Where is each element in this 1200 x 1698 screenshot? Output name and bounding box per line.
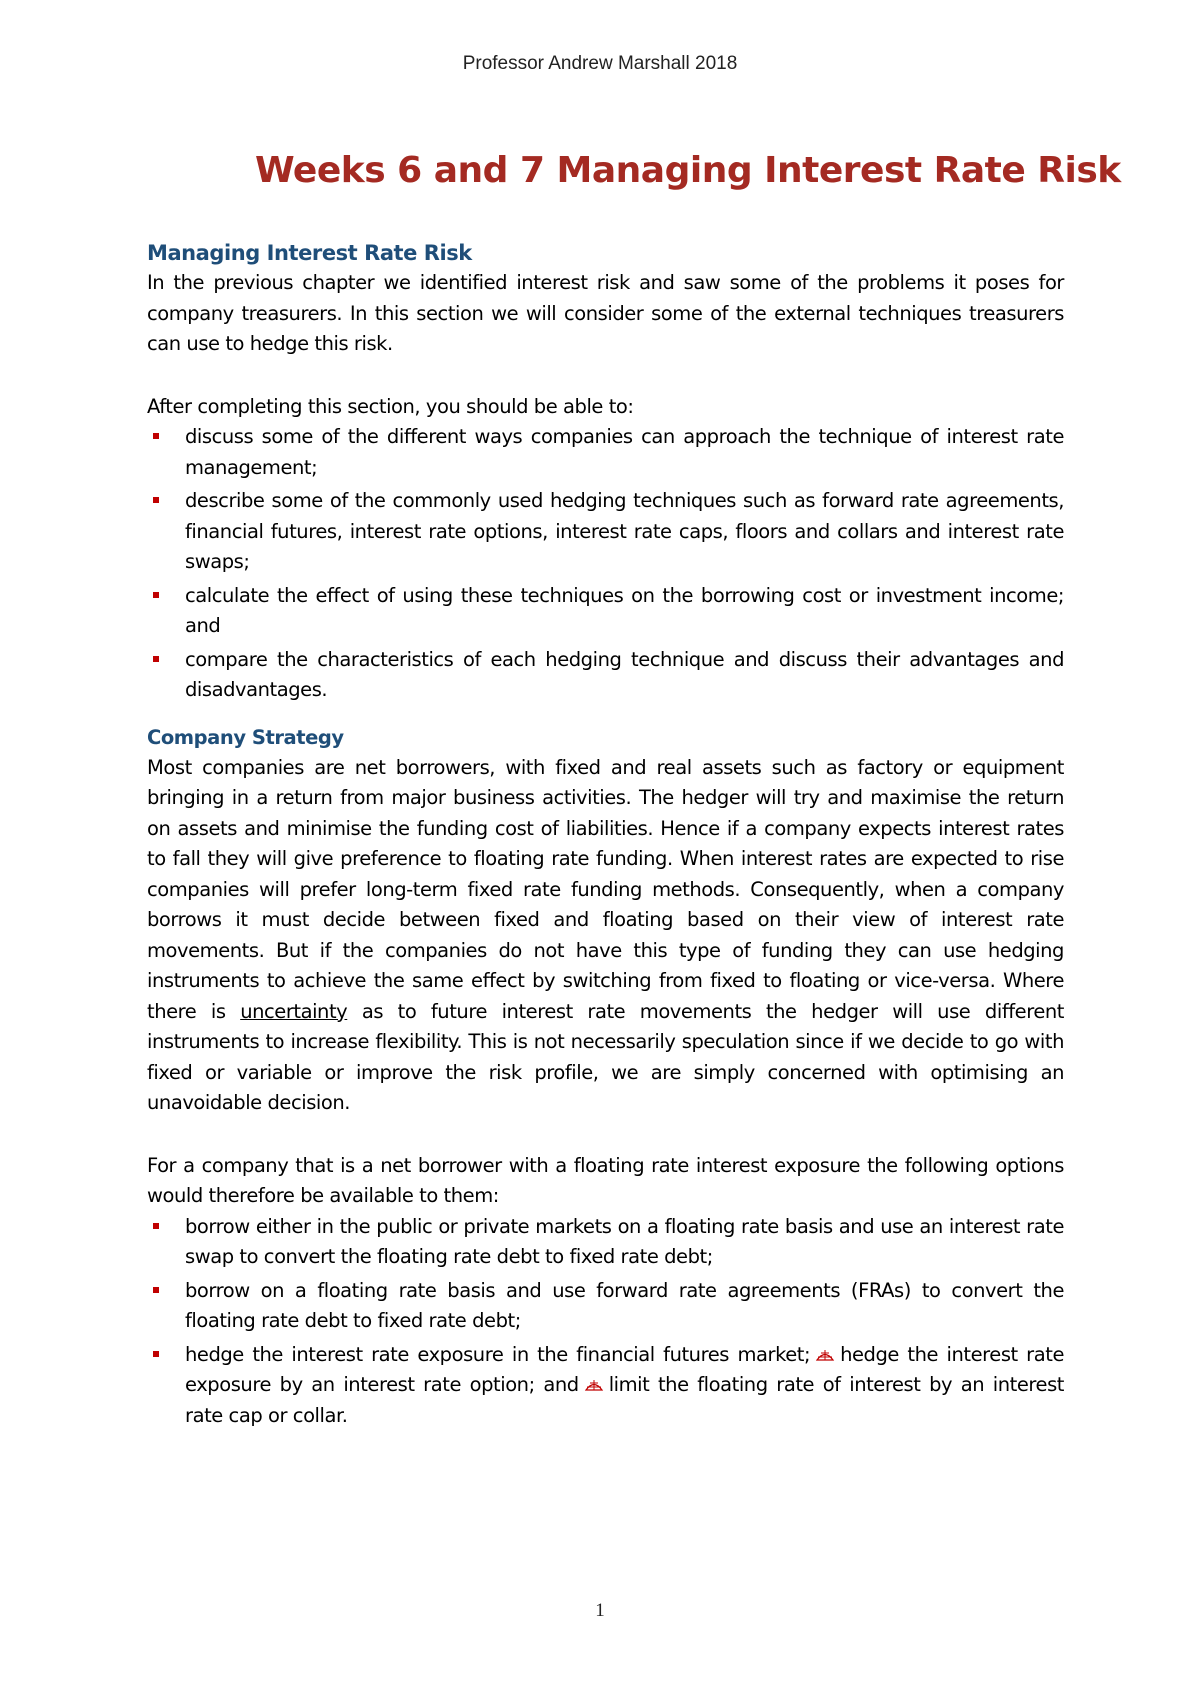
list-item-text: borrow either in the public or private markets on a floating rate basis and use an interest rate swap to convert the floating rate debt to fixed rate debt; [185,1214,1064,1268]
document-title: Weeks 6 and 7 Managing Interest Rate Risk [255,150,1121,191]
square-bullet-icon [153,497,159,503]
list-item [147,1276,1064,1337]
section-heading-company-strategy: Company Strategy [147,725,344,749]
objectives-lead: After completing this section, you should be able to: [147,394,634,418]
list-item-text: discuss some of the different ways companies can approach the technique of interest rate management; [185,425,1064,479]
bullet-glyph-icon [584,1378,604,1392]
list-item [147,486,1064,578]
square-bullet-icon [153,1287,159,1293]
list-item-text: hedge the interest rate exposure by an interest rate option; and [185,1342,1064,1396]
objectives-list [147,422,1064,706]
intro-paragraph: In the previous chapter we identified interest risk and saw some of the problems it poses for company treasurers. In this section we will consider some of the external techniques treasurers can use to hedge this risk. [147,271,1064,355]
list-item-text: borrow on a floating rate basis and use forward rate agreements (FRAs) to convert the floating rate debt to fixed rate debt; [185,1278,1064,1332]
underlined-word: uncertainty [240,999,348,1023]
square-bullet-icon [153,656,159,662]
square-bullet-icon [153,1223,159,1229]
square-bullet-icon [153,433,159,439]
paragraph-text: Most companies are net borrowers, with fixed and real assets such as factory or equipment bringing in a return from major business activities. The hedger will try and maximise the return on assets and minimise the funding cost of liabilities. Hence if a company expects interest rates to fall they will give preference to floating rate funding. When interest rates are expected to rise companies will prefer long-term fixed rate funding methods. Consequently, when a company borrows it must decide between fixed and floating based on their view of interest rate movements. But if the companies do not have this type of funding they can use hedging instruments to achieve the same effect by switching from fixed to floating or vice-versa. Where there is [147,755,1064,1023]
list-item-text: compare the characteristics of each hedging technique and discuss their advantages and disadvantages. [185,647,1064,701]
list-item [147,422,1064,483]
options-list [147,1212,1064,1432]
list-item-text: describe some of the commonly used hedging techniques such as forward rate agreements, financial futures, interest rate options, interest rate caps, floors and collars and interest rate swaps; [185,489,1064,573]
page-number: 1 [595,1600,605,1621]
bullet-glyph-icon [815,1348,835,1362]
spacer [147,709,1064,723]
section-heading-managing-interest-rate-risk: Managing Interest Rate Risk [147,241,472,265]
list-item [147,645,1064,706]
options-lead: For a company that is a net borrower with a floating rate interest exposure the following options would therefore be available to them: [147,1153,1064,1207]
paragraph-text: as to future interest rate movements the hedger will use different instruments to increase flexibility. This is not necessarily speculation since if we decide to go with fixed or variable or improve the risk profile, we are simply concerned with optimising an unavoidable decision. [147,999,1064,1114]
list-item-text: calculate the effect of using these techniques on the borrowing cost or investment income; and [185,583,1064,637]
company-strategy-paragraph [147,753,1064,1119]
document-body [147,238,1064,1434]
list-item-text: limit the floating rate of interest by an interest rate cap or collar. [185,1373,1064,1427]
square-bullet-icon [153,1351,159,1357]
page-header: Professor Andrew Marshall 2018 [462,53,738,74]
list-item [147,1212,1064,1273]
list-item [147,581,1064,642]
spacer [147,1119,1064,1151]
list-item [147,1340,1064,1432]
spacer [147,360,1064,392]
list-item-text: hedge the interest rate exposure in the financial futures market; [185,1342,811,1366]
square-bullet-icon [153,592,159,598]
